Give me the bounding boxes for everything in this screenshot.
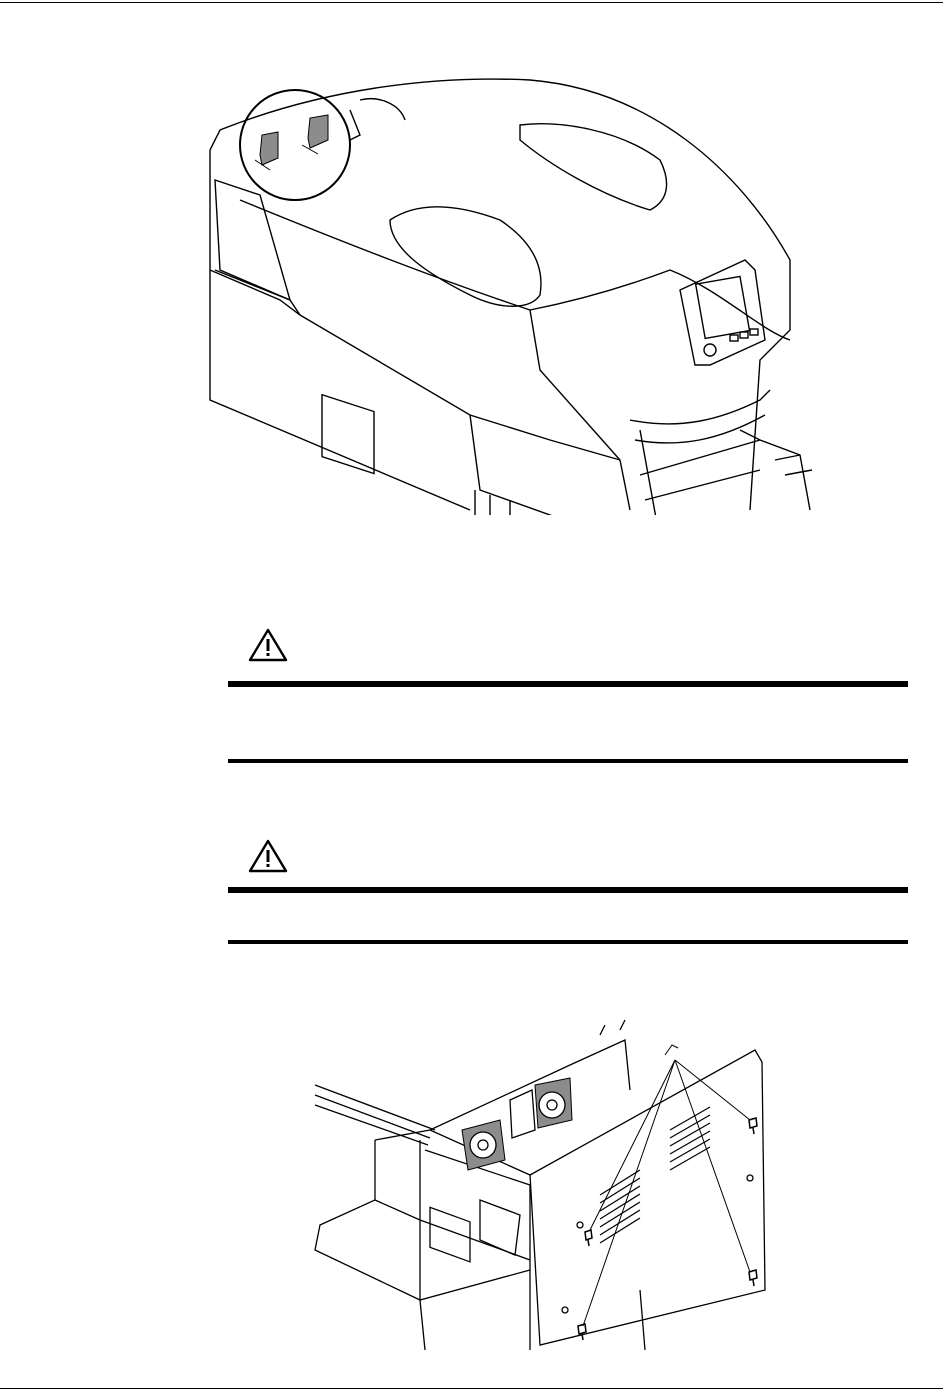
header-rule [0, 2, 943, 3]
rear-panel-illustration [300, 1010, 780, 1355]
footer-rule [0, 1388, 943, 1389]
warning-triangle-icon [248, 838, 288, 874]
printer-top-illustration [200, 70, 830, 515]
warning-triangle-icon [248, 627, 288, 663]
caution-bottom-rule [228, 940, 908, 944]
caution-top-rule [228, 681, 908, 687]
caution-bottom-rule [228, 759, 908, 763]
caution-top-rule [228, 887, 908, 893]
